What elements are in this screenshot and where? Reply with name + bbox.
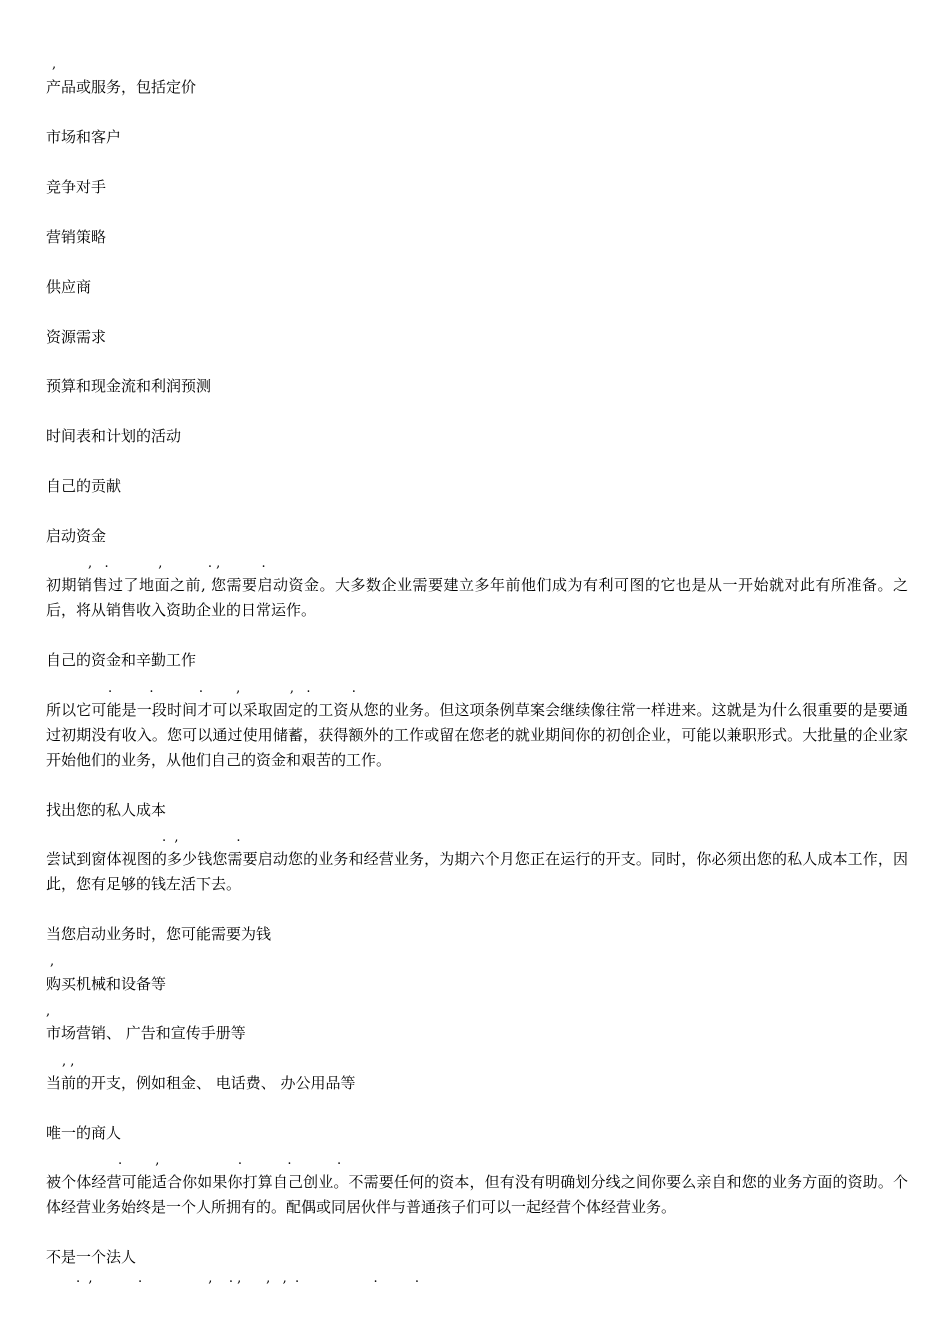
section-heading-not-legal-entity: 不是一个法人 <box>46 1248 137 1266</box>
list-item-suppliers: 供应商 <box>46 278 92 296</box>
stray-mark: , . , . , . <box>88 556 266 571</box>
stray-mark: . , . <box>162 830 241 845</box>
section-heading-own-funds: 自己的资金和辛勤工作 <box>46 651 197 669</box>
money-item-marketing: 市场营销、 广告和宣传手册等 <box>46 1024 246 1042</box>
section-heading-money-needs: 当您启动业务时，您可能需要为钱 <box>46 925 272 943</box>
section-heading-sole-trader: 唯一的商人 <box>46 1124 122 1142</box>
stray-mark: , , <box>62 1054 75 1069</box>
list-item-own-contribution: 自己的贡献 <box>46 477 122 495</box>
list-item-resource-needs: 资源需求 <box>46 328 107 346</box>
money-item-machinery: 购买机械和设备等 <box>46 975 167 993</box>
list-item-market-customers: 市场和客户 <box>46 128 122 146</box>
stray-mark: , <box>46 1004 51 1019</box>
list-item-budget-forecast: 预算和现金流和利润预测 <box>46 377 212 395</box>
stray-mark: , <box>50 954 55 969</box>
money-item-current-expenses: 当前的开支，例如租金、 电话费、 办公用品等 <box>46 1074 356 1092</box>
stray-mark: , <box>52 57 57 72</box>
section-heading-private-costs: 找出您的私人成本 <box>46 801 167 819</box>
list-item-timeline: 时间表和计划的活动 <box>46 427 182 445</box>
stray-mark: . , . , . , , , . . . <box>76 1271 419 1286</box>
stray-mark: . , . . . <box>118 1153 342 1168</box>
paragraph-own-funds: 所以它可能是一段时间才可以采取固定的工资从您的业务。但这项条例草案会继续像往常一样进来。这就是为什么很重要的是要通过初期没有收入。您可以通过使用储蓄，获得额外的工作或留在您老的就业期间你的初创企业，可能以兼职形式。大批量的企业家开始他们的业务，从他们自己的资金和艰苦的工作。 <box>46 701 908 769</box>
section-heading-startup-capital: 启动资金 <box>46 527 107 545</box>
paragraph-startup-capital: 初期销售过了地面之前, 您需要启动资金。大多数企业需要建立多年前他们成为有利可图的它也是从一开始就对此有所准备。之后，将从销售收入资助企业的日常运作。 <box>46 576 908 619</box>
list-item-marketing-strategy: 营销策略 <box>46 228 107 246</box>
list-item-product-pricing: 产品或服务，包括定价 <box>46 78 197 96</box>
stray-mark: . . . , , . . <box>108 681 356 696</box>
paragraph-sole-trader: 被个体经营可能适合你如果你打算自己创业。不需要任何的资本，但有没有明确划分线之间你要么亲自和您的业务方面的资助。个体经营业务始终是一个人所拥有的。配偶或同居伙伴与普通孩子们可以一起经营个体经营业务。 <box>46 1173 908 1216</box>
paragraph-private-costs: 尝试到窗体视图的多少钱您需要启动您的业务和经营业务，为期六个月您正在运行的开支。同时，你必须出您的私人成本工作，因此，您有足够的钱左活下去。 <box>46 850 908 893</box>
list-item-competitors: 竞争对手 <box>46 178 107 196</box>
